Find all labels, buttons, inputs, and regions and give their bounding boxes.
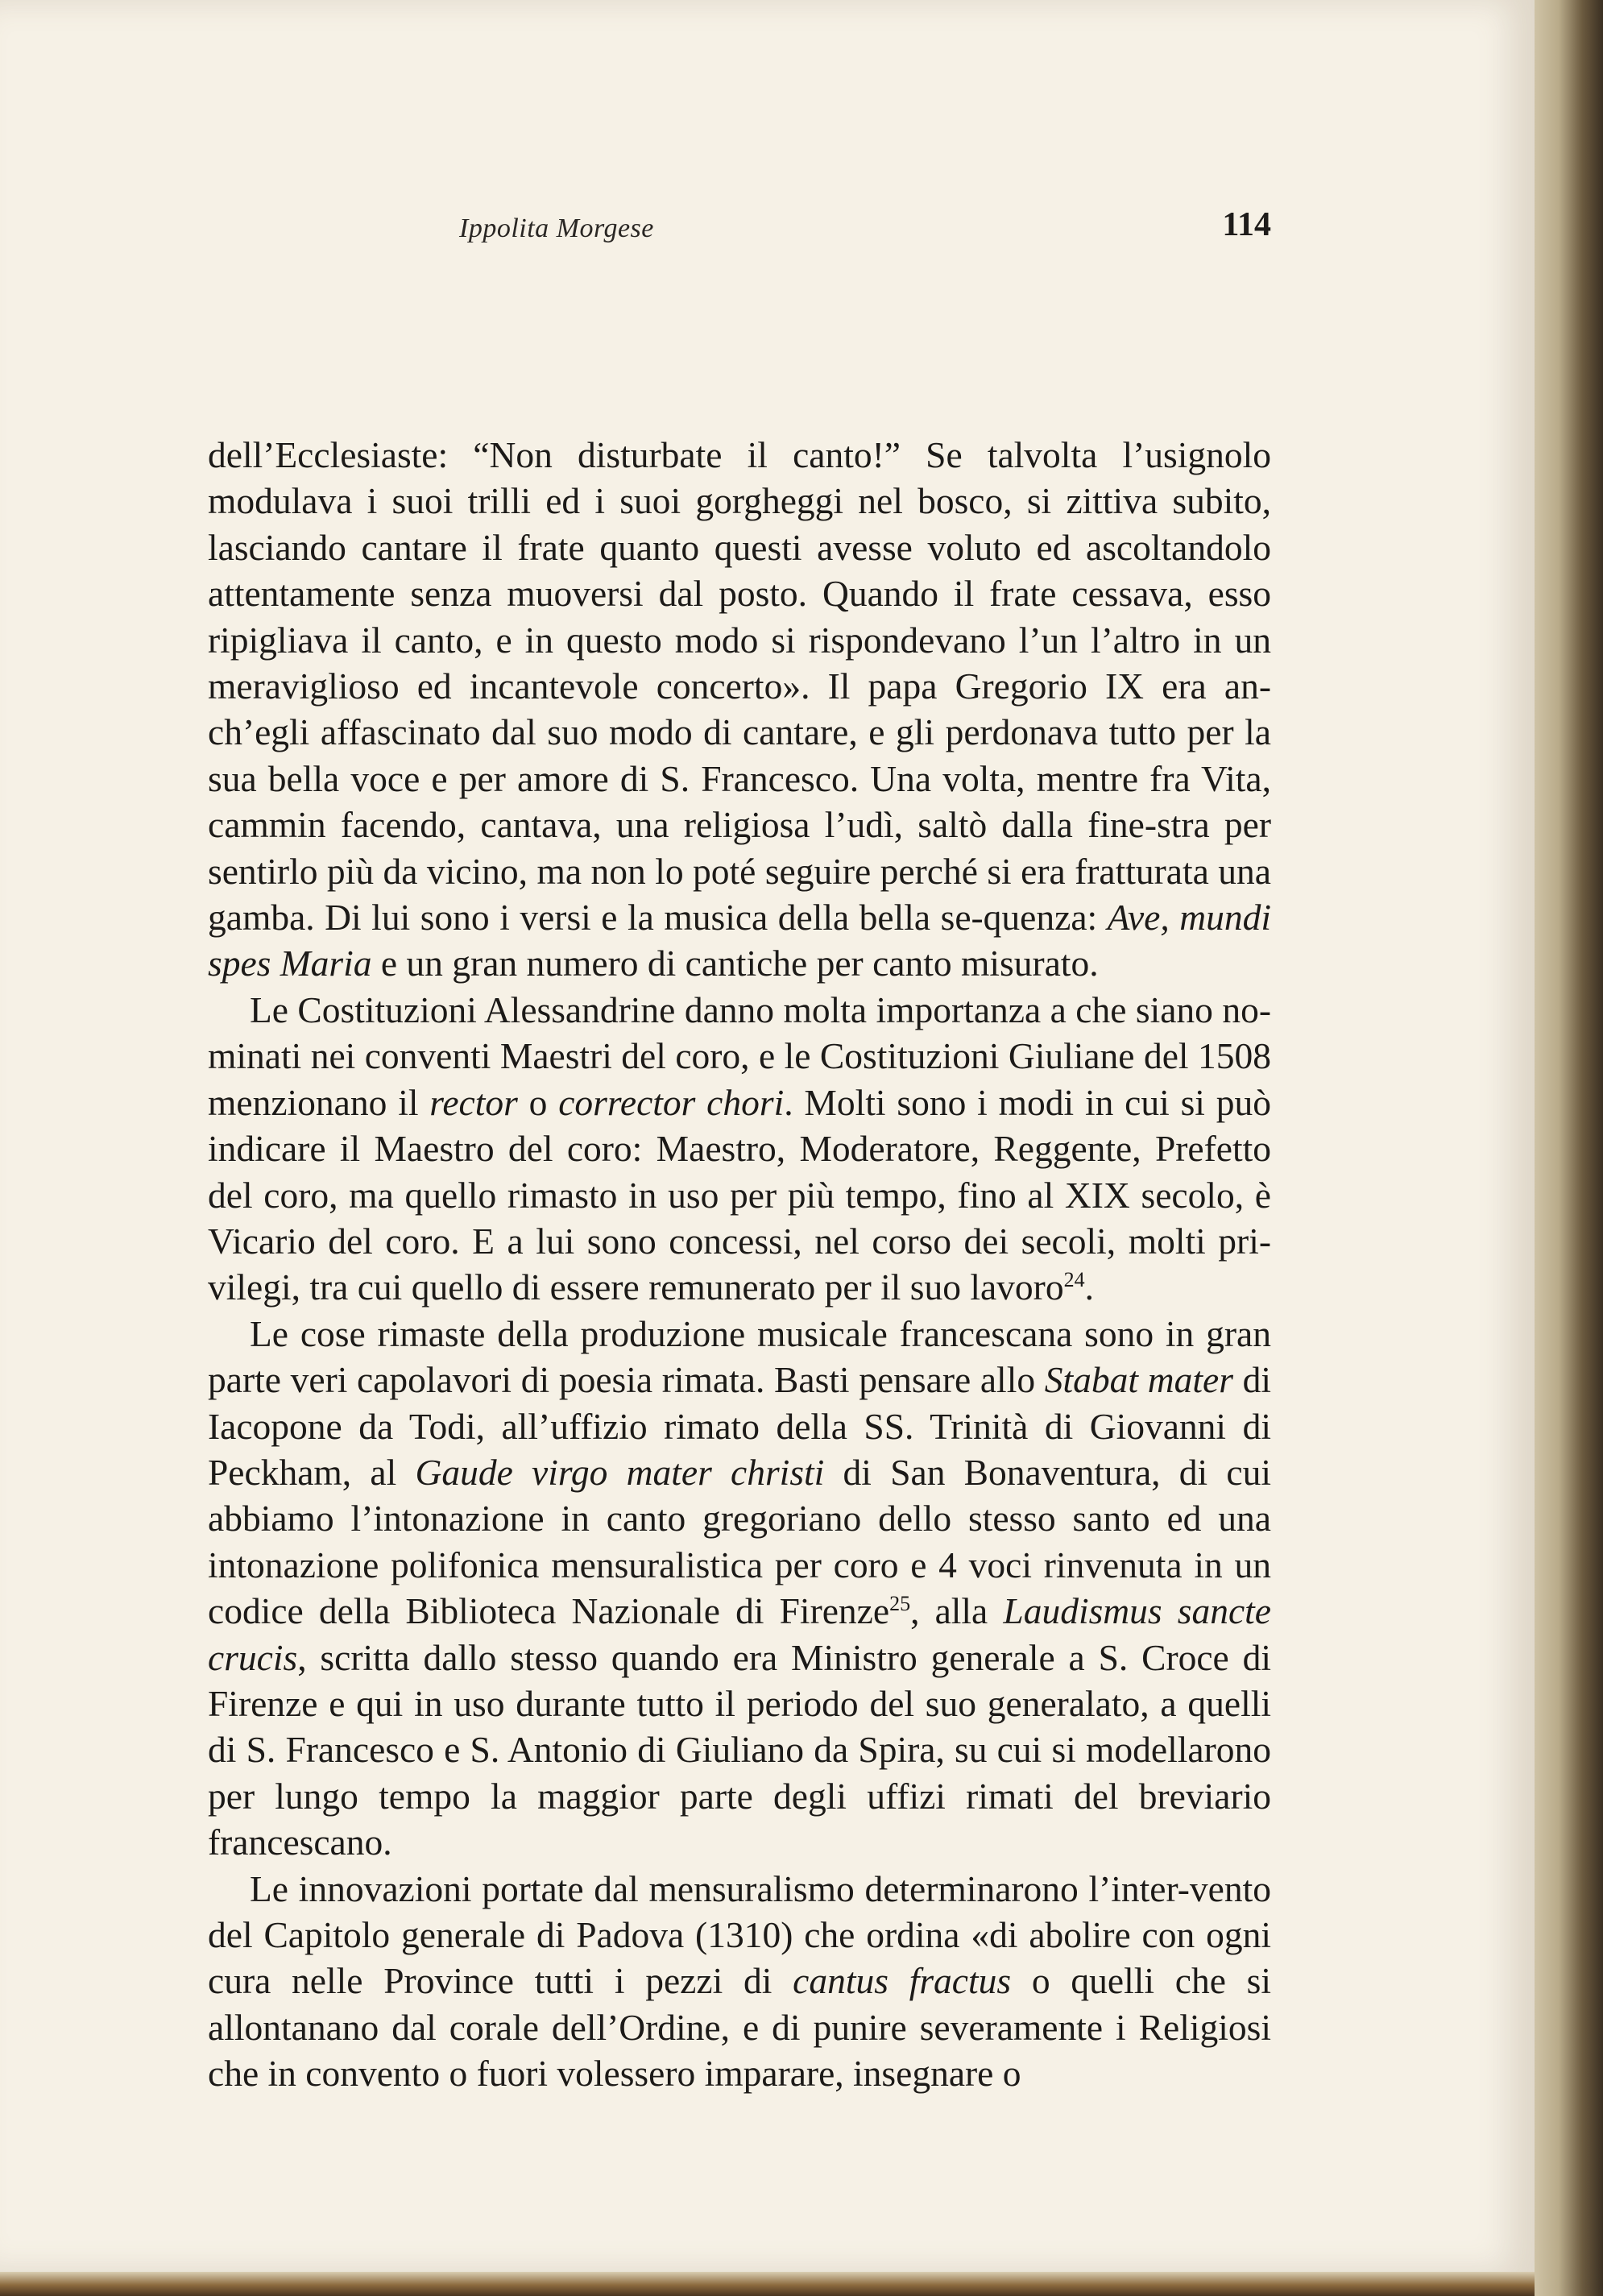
text-run: . Molti sono i modi in cui si può indicare il Maestro del coro: Maestro, Moderatore, Reggente, Prefetto del coro, ma quello rimasto in uso per più tempo, fino al XIX secolo, è Vicario del coro. E a lui sono concessi, nel corso dei secoli, molti pri-vilegi, tra cui quello di essere remunerato per il suo lavoro xyxy=(208,1081,1272,1308)
text-run: , scritta dallo stesso quando era Ministro generale a S. Croce di Firenze e qui in uso durante tutto il periodo del suo generalato, a quelli di S. Francesco e S. Antonio di Giuliano da Spira, su cui si modellarono per lungo tempo la maggior parte degli uffizi rimati del breviario francescano. xyxy=(208,1636,1271,1863)
body-text xyxy=(208,432,1271,2097)
text-run: di Iacopone da Todi, all’uffizio rimato della SS. Trinità di Giovanni di Peckham, al xyxy=(208,1359,1271,1493)
text-run: , alla xyxy=(910,1590,1004,1632)
italic-title: Ave, mundi spes Maria xyxy=(208,897,1271,984)
page-header xyxy=(208,205,1271,254)
running-head: Ippolita Morgese xyxy=(459,213,654,243)
text-run: e un gran numero di cantiche per canto misurato. xyxy=(371,943,1099,984)
page-number: 114 xyxy=(1222,206,1271,243)
text-run: Le Costituzioni Alessandrine danno molta importanza a che siano no-minati nei conventi Maestri del coro, e le Costituzioni Giuliane del 1508 menzionano il xyxy=(208,988,1271,1123)
footnote-ref: 24 xyxy=(1063,1268,1085,1292)
italic-term: cantus fractus xyxy=(793,1960,1012,2002)
text-run: Le cose rimaste della produzione musicale francescana sono in gran parte veri capolavori di poesia rimata. Basti pensare allo xyxy=(208,1312,1271,1401)
text-run: Le innovazioni portate dal mensuralismo determinarono l’inter-vento del Capitolo generale di Padova (1310) che ordina «di abolire con ogni cura nelle Province tutti i pezzi di xyxy=(208,1867,1271,2002)
italic-term: rector xyxy=(429,1081,518,1123)
book-fore-edge xyxy=(1535,0,1603,2296)
book-bottom-edge xyxy=(0,2272,1535,2296)
paragraph xyxy=(208,1311,1271,1866)
italic-title: Gaude virgo mater christi xyxy=(415,1451,825,1493)
text-run: dell’Ecclesiaste: “Non disturbate il canto!” Se talvolta l’usignolo modulava i suoi trilli ed i suoi gorgheggi nel bosco, si zittiva subito, lasciando cantare il frate quanto questi avesse voluto ed ascoltandolo attentamente senza muoversi dal posto. Quando il frate cessava, esso ripigliava il canto, e in questo modo si rispondevano l’un l’altro in un meraviglioso ed incantevole concerto». Il papa Gregorio IX era an-ch’egli affascinato dal suo modo di cantare, e gli perdonava tutto per la sua bella voce e per amore di S. Francesco. Una volta, mentre fra Vita, cammin facendo, cantava, una religiosa l’udì, saltò dalla fine-stra per sentirlo più da vicino, ma non lo poté seguire perché si era fratturata una gamba. Di lui sono i versi e la musica della bella se-quenza: xyxy=(208,434,1271,939)
paragraph xyxy=(208,987,1271,1311)
footnote-ref: 25 xyxy=(889,1592,911,1615)
paragraph xyxy=(208,1866,1271,2097)
text-run: o xyxy=(517,1081,559,1123)
italic-title: Stabat mater xyxy=(1044,1359,1233,1401)
italic-title: Laudismus sancte crucis xyxy=(208,1590,1271,1678)
text-run: . xyxy=(1084,1266,1094,1308)
paragraph xyxy=(208,432,1271,987)
text-run: di San Bonaventura, di cui abbiamo l’intonazione in canto gregoriano dello stesso santo ed una intonazione polifonica mensuralistica per coro e 4 voci rinvenuta in un codice della Biblioteca Nazionale di Firenze xyxy=(208,1451,1271,1632)
italic-term: corrector chori xyxy=(558,1081,785,1123)
text-run: o quelli che si allontanano dal corale dell’Ordine, e di punire severamente i Religiosi che in convento o fuori volessero imparare, insegnare o xyxy=(208,1960,1272,2095)
